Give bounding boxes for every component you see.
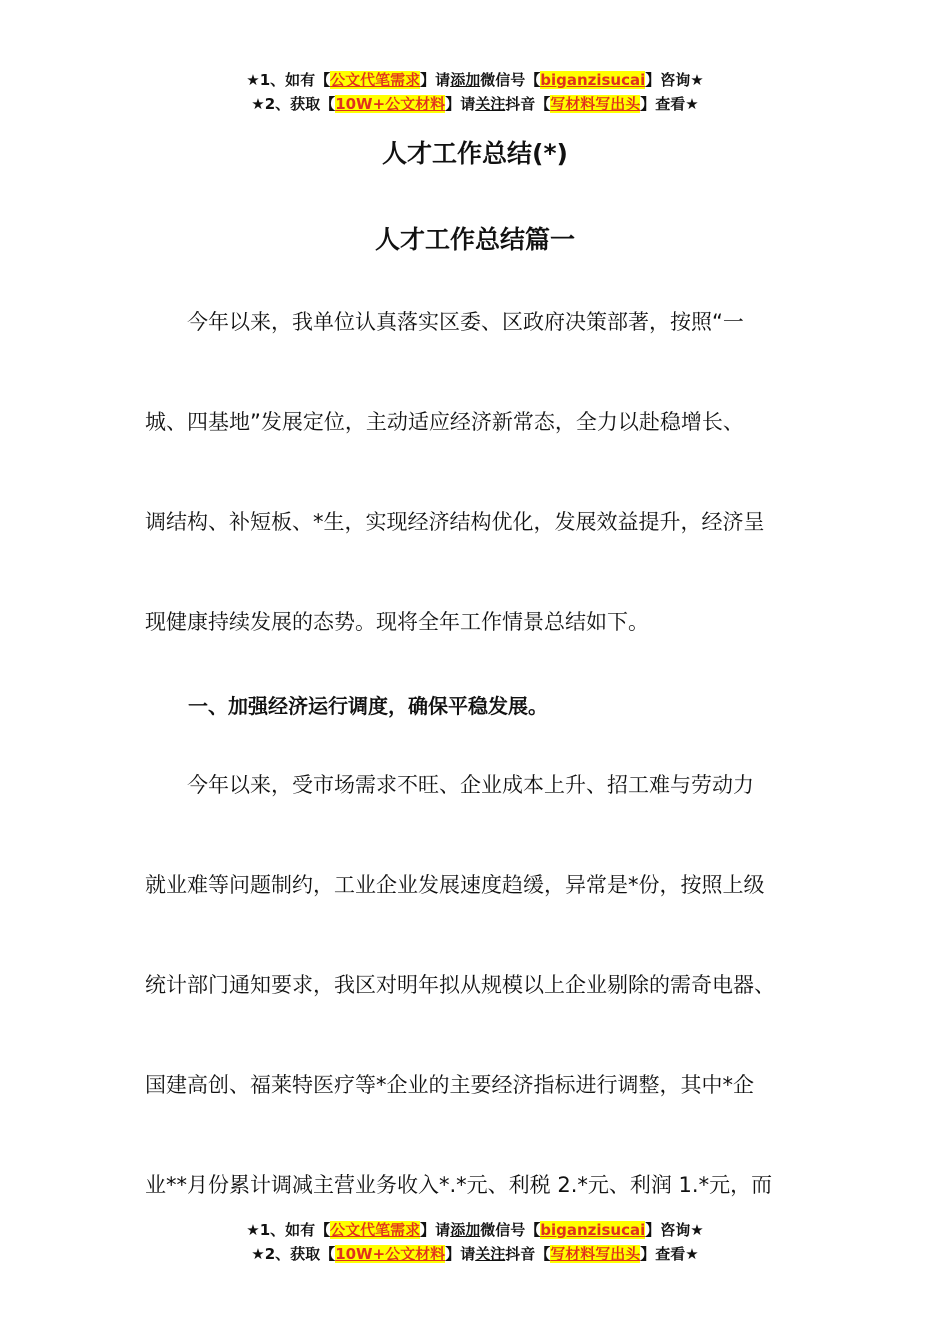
banner-highlight: biganzisucai (540, 71, 646, 89)
document-subtitle: 人才工作总结篇一 (374, 225, 575, 254)
paragraph-section-1 (145, 735, 810, 1235)
paragraph-line: 国建高创、福莱特医疗等*企业的主要经济指标进行调整，其中*企 (145, 1073, 754, 1097)
document-title: 人才工作总结(*) (382, 139, 568, 168)
paragraph-line: 统计部门通知要求，我区对明年拟从规模以上企业剔除的需奇电器、 (145, 973, 775, 997)
banner-highlight: 10W+公文材料 (335, 1245, 446, 1263)
banner-highlight: 10W+公文材料 (335, 95, 446, 113)
paragraph-line: 现健康持续发展的态势。现将全年工作情景总结如下。 (145, 610, 649, 634)
banner-line-1: ★1、如有【公文代笔需求】请添加微信号【biganzisucai】咨询★ (246, 71, 704, 89)
banner-highlight: 公文代笔需求 (330, 71, 421, 89)
banner-line-2: ★2、获取【10W+公文材料】请关注抖音【写材料写出头】查看★ (251, 95, 699, 113)
bottom-banner (0, 1218, 950, 1266)
banner-highlight: biganzisucai (540, 1221, 646, 1239)
paragraph-line: 今年以来，受市场需求不旺、企业成本上升、招工难与劳动力 (145, 773, 754, 797)
paragraph-line: 业**月份累计调减主营业务收入*.*元、利税 2.*元、利润 1.*元，而 (145, 1173, 773, 1197)
banner-highlight: 写材料写出头 (550, 1245, 641, 1263)
paragraph-intro (145, 272, 810, 672)
paragraph-line: 今年以来，我单位认真落实区委、区政府决策部著，按照“一 (145, 310, 744, 334)
banner-line-1: ★1、如有【公文代笔需求】请添加微信号【biganzisucai】咨询★ (246, 1221, 704, 1239)
banner-highlight: 公文代笔需求 (330, 1221, 421, 1239)
paragraph-line: 调结构、补短板、*生，实现经济结构优化，发展效益提升，经济呈 (145, 510, 765, 534)
section-heading: 一、加强经济运行调度，确保平稳发展。 (188, 694, 548, 718)
banner-highlight: 写材料写出头 (550, 95, 641, 113)
banner-line-2: ★2、获取【10W+公文材料】请关注抖音【写材料写出头】查看★ (251, 1245, 699, 1263)
top-banner (0, 68, 950, 116)
paragraph-line: 就业难等问题制约，工业企业发展速度趋缓，异常是*份，按照上级 (145, 873, 765, 897)
paragraph-line: 城、四基地”发展定位，主动适应经济新常态，全力以赴稳增长、 (145, 410, 744, 434)
